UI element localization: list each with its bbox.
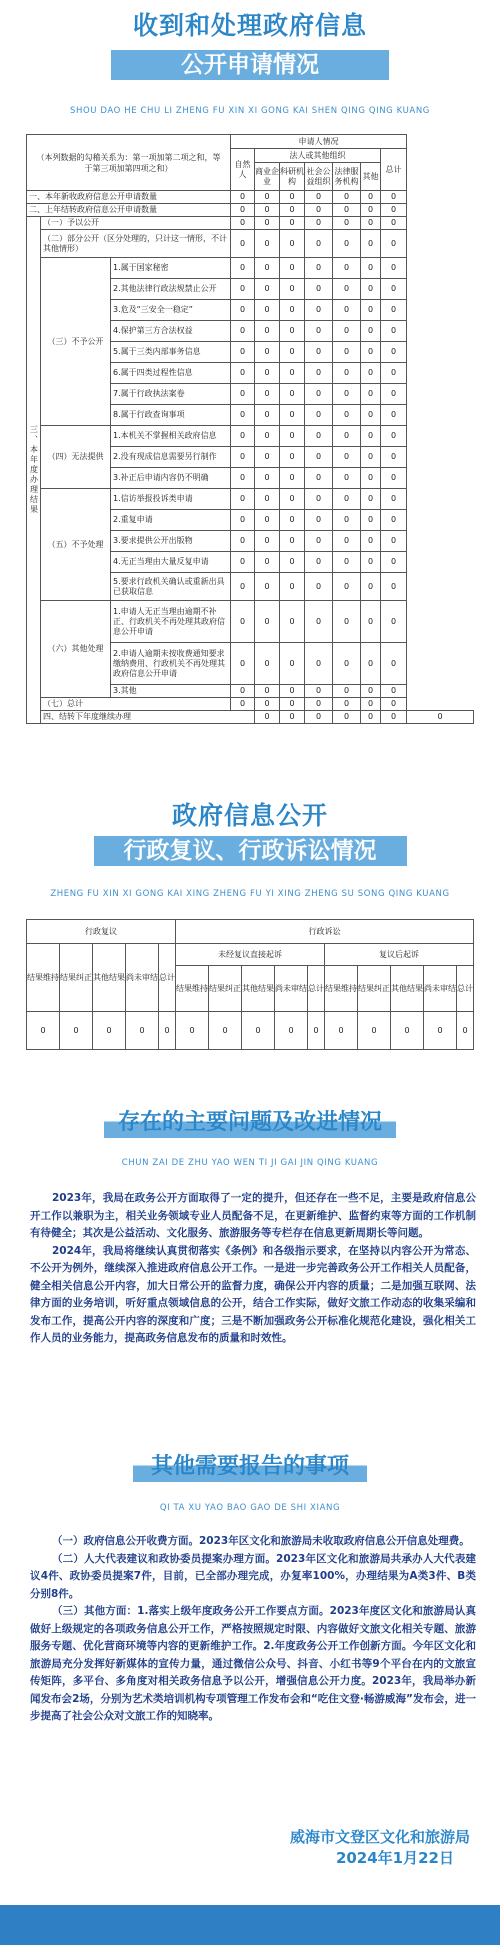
zero-cell: 0 (361, 342, 381, 363)
zero-cell: 0 (231, 204, 255, 217)
zero-cell: 0 (255, 573, 280, 601)
section1-pinyin: SHOU DAO HE CHU LI ZHENG FU XIN XI GONG KAI SHEN QING QING KUANG (70, 106, 430, 116)
table-row (27, 191, 474, 204)
zero-cell: 0 (305, 426, 333, 447)
head-not-reviewed: 未经复议直接起诉 (176, 944, 325, 966)
table-cell: 0 (93, 1012, 126, 1050)
table-row (27, 426, 474, 447)
table-cell: 0 (457, 1012, 474, 1050)
table-header-row (27, 944, 474, 966)
zero-cell: 0 (231, 531, 255, 552)
zero-cell: 0 (361, 601, 381, 643)
signature-date: 2024年1月22日 (335, 1849, 454, 1867)
zero-cell: 0 (231, 405, 255, 426)
zero-cell: 0 (255, 510, 280, 531)
zero-cell: 0 (361, 711, 381, 724)
zero-cell: 0 (361, 204, 381, 217)
table-cell: 2.没有现成信息需要另行制作 (111, 447, 231, 468)
table-row (27, 711, 474, 724)
table-cell: 其他结果 (93, 944, 126, 1012)
zero-cell: 0 (305, 204, 333, 217)
table-cell: 二、上年结转政府信息公开申请数量 (27, 204, 231, 217)
zero-cell: 0 (280, 279, 305, 300)
zero-cell: 0 (280, 300, 305, 321)
zero-cell: 0 (333, 204, 361, 217)
section4-paragraph-3: （三）其他方面：1.落实上级年度政务公开工作要点方面。2023年度区文化和旅游局认真做好上级规定的各项政务信息公开工作，严格按照规定时限、内容做好文旅文化相关专题、旅游服务专题、优化营商环境等内容的更新维护工作。2.年度政务公开工作创新方面。今年区文化和旅游局充分发挥好新媒体的宣传力量，通过微信公众号、抖音、小红书等9个平台在内的文旅宣传矩阵，多平台、多角度对相关政务信息予以公开，增强信息公开力度。2023年，我局举办新闻发布会2场，分别为艺术类培训机构专项管理工作发布会和“吃住文登·畅游威海”发布会，进一步提高了社会公众对文旅工作的知晓率。 (30, 1605, 476, 1722)
table-cell: 0 (275, 1012, 308, 1050)
zero-cell: 0 (381, 552, 407, 573)
zero-cell: 0 (361, 258, 381, 279)
zero-cell: 0 (305, 342, 333, 363)
section1-title-line2: 公开申请情况 (0, 50, 500, 80)
table-cell: 总计 (308, 966, 325, 1012)
zero-cell: 0 (231, 552, 255, 573)
zero-cell: 0 (381, 191, 407, 204)
zero-cell: 0 (231, 342, 255, 363)
zero-cell: 0 (381, 698, 407, 711)
zero-cell: 0 (381, 300, 407, 321)
zero-cell: 0 (333, 258, 361, 279)
table-cell: 1.申请人无正当理由逾期不补正、行政机关不再处理其政府信息公开申请 (111, 601, 231, 643)
zero-cell: 0 (361, 531, 381, 552)
zero-cell: 0 (280, 363, 305, 384)
zero-cell: 0 (280, 447, 305, 468)
zero-cell: 0 (280, 711, 305, 724)
zero-cell: 0 (381, 489, 407, 510)
zero-cell: 0 (255, 426, 280, 447)
zero-cell: 0 (305, 698, 333, 711)
zero-cell: 0 (231, 573, 255, 601)
zero-cell: 0 (305, 468, 333, 489)
table-row (27, 230, 474, 258)
zero-cell: 0 (361, 447, 381, 468)
section2-pinyin: ZHENG FU XIN XI GONG KAI XING ZHENG FU YI XING ZHENG SU SONG QING KUANG (50, 889, 450, 899)
group-d: （四）无法提供 (41, 426, 111, 489)
table-cell: 3.补正后申请内容仍不明确 (111, 468, 231, 489)
zero-cell: 0 (305, 447, 333, 468)
zero-cell: 0 (333, 300, 361, 321)
zero-cell: 0 (333, 230, 361, 258)
zero-cell: 0 (231, 384, 255, 405)
zero-cell: 0 (305, 191, 333, 204)
zero-cell: 0 (333, 447, 361, 468)
zero-cell: 0 (381, 342, 407, 363)
signature-org: 威海市文登区文化和旅游局 (289, 1828, 470, 1846)
zero-cell: 0 (361, 489, 381, 510)
zero-cell: 0 (255, 552, 280, 573)
table-header-row (27, 135, 474, 149)
zero-cell: 0 (361, 643, 381, 685)
zero-cell: 0 (381, 258, 407, 279)
zero-cell: 0 (231, 321, 255, 342)
zero-cell: 0 (361, 405, 381, 426)
zero-cell: 0 (333, 342, 361, 363)
zero-cell: 0 (280, 258, 305, 279)
zero-cell: 0 (280, 510, 305, 531)
table-row (27, 258, 474, 279)
zero-cell: 0 (305, 258, 333, 279)
zero-cell: 0 (305, 363, 333, 384)
zero-cell: 0 (255, 531, 280, 552)
head-legal: 法人或其他组织 (255, 149, 381, 163)
zero-cell: 0 (361, 321, 381, 342)
table-cell: 0 (126, 1012, 159, 1050)
head-applicant: 申请人情况 (231, 135, 407, 149)
zero-cell: 0 (280, 643, 305, 685)
table-cell: 1.本机关不掌握相关政府信息 (111, 426, 231, 447)
head-social: 社会公益组织 (305, 163, 333, 191)
table-row (27, 489, 474, 510)
head-review: 行政复议 (27, 920, 176, 944)
zero-cell: 0 (255, 204, 280, 217)
zero-cell: 0 (305, 217, 333, 230)
zero-cell: 0 (305, 573, 333, 601)
zero-cell: 0 (381, 573, 407, 601)
zero-cell: 0 (305, 531, 333, 552)
application-table (26, 134, 474, 724)
zero-cell: 0 (305, 685, 333, 698)
zero-cell: 0 (255, 300, 280, 321)
section3-body (30, 1190, 476, 1348)
zero-cell: 0 (361, 698, 381, 711)
table-cell: 其他结果 (242, 966, 275, 1012)
zero-cell: 0 (333, 321, 361, 342)
section4-paragraph-1: （一）政府信息公开收费方面。2023年区文化和旅游局未收取政府信息公开信息处理费。 (52, 1535, 470, 1547)
zero-cell: 0 (305, 321, 333, 342)
zero-cell: 0 (231, 489, 255, 510)
head-total: 总计 (381, 149, 407, 191)
table-cell: 结果纠正 (60, 944, 93, 1012)
zero-cell: 0 (231, 698, 255, 711)
table-cell: 0 (209, 1012, 242, 1050)
zero-cell: 0 (361, 468, 381, 489)
table-row (27, 698, 474, 711)
table-cell: 0 (325, 1012, 358, 1050)
table-cell: 0 (176, 1012, 209, 1050)
group-c: （三）不予公开 (41, 258, 111, 426)
zero-cell: 0 (305, 300, 333, 321)
head-other: 其他 (361, 163, 381, 191)
table-cell: 0 (424, 1012, 457, 1050)
zero-cell: 0 (305, 230, 333, 258)
table-header-row (27, 920, 474, 944)
table-cell: 4.无正当理由大量反复申请 (111, 552, 231, 573)
table-row (27, 204, 474, 217)
zero-cell: 0 (280, 217, 305, 230)
zero-cell: 0 (381, 405, 407, 426)
zero-cell: 0 (381, 447, 407, 468)
zero-cell: 0 (381, 384, 407, 405)
zero-cell: 0 (381, 685, 407, 698)
zero-cell: 0 (255, 342, 280, 363)
table-cell: 结果维持 (325, 966, 358, 1012)
table-cell: 8.属于行政查询事项 (111, 405, 231, 426)
zero-cell: 0 (333, 573, 361, 601)
zero-cell: 0 (231, 643, 255, 685)
zero-cell: 0 (231, 363, 255, 384)
zero-cell: 0 (381, 531, 407, 552)
zero-cell: 0 (255, 447, 280, 468)
table-cell: 0 (242, 1012, 275, 1050)
table-cell: 3.危及“三安全一稳定” (111, 300, 231, 321)
zero-cell: 0 (361, 217, 381, 230)
head-business: 商业企业 (255, 163, 280, 191)
zero-cell: 0 (333, 468, 361, 489)
zero-cell: 0 (361, 279, 381, 300)
head-after-review: 复议后起诉 (325, 944, 474, 966)
zero-cell: 0 (280, 230, 305, 258)
zero-cell: 0 (231, 230, 255, 258)
zero-cell: 0 (381, 279, 407, 300)
zero-cell: 0 (280, 191, 305, 204)
zero-cell: 0 (381, 204, 407, 217)
zero-cell: 0 (231, 426, 255, 447)
zero-cell: 0 (381, 426, 407, 447)
zero-cell: 0 (231, 685, 255, 698)
zero-cell: 0 (381, 601, 407, 643)
zero-cell: 0 (280, 573, 305, 601)
table-row (27, 217, 474, 230)
group-e: （五）不予处理 (41, 489, 111, 601)
table-cell: 1.属于国家秘密 (111, 258, 231, 279)
section4-body (30, 1533, 476, 1726)
table-cell: 3.要求提供公开出版物 (111, 531, 231, 552)
zero-cell: 0 (255, 230, 280, 258)
zero-cell: 0 (381, 321, 407, 342)
zero-cell: 0 (333, 363, 361, 384)
head-natural: 自然人 (231, 149, 255, 191)
table-cell: 尚未审结 (126, 944, 159, 1012)
zero-cell: 0 (305, 384, 333, 405)
table-cell: 5.要求行政机关确认或重新出具已获取信息 (111, 573, 231, 601)
zero-cell: 0 (255, 601, 280, 643)
zero-cell: 0 (361, 300, 381, 321)
zero-cell: 0 (333, 552, 361, 573)
table-cell: 尚未审结 (275, 966, 308, 1012)
bottom-bar (0, 1905, 500, 1945)
zero-cell: 0 (333, 217, 361, 230)
table-cell: 2.其他法律行政法规禁止公开 (111, 279, 231, 300)
table-cell: 2.重复申请 (111, 510, 231, 531)
table-cell: 5.属于三类内部事务信息 (111, 342, 231, 363)
table-cell: 0 (358, 1012, 391, 1050)
zero-cell: 0 (333, 510, 361, 531)
zero-cell: 0 (255, 321, 280, 342)
table-cell: （一）予以公开 (41, 217, 231, 230)
zero-cell: 0 (280, 552, 305, 573)
zero-cell: 0 (333, 384, 361, 405)
zero-cell: 0 (381, 363, 407, 384)
zero-cell: 0 (361, 685, 381, 698)
zero-cell: 0 (231, 510, 255, 531)
zero-cell: 0 (255, 384, 280, 405)
zero-cell: 0 (231, 601, 255, 643)
table-cell: 1.信访举报投诉类申请 (111, 489, 231, 510)
zero-cell: 0 (381, 711, 407, 724)
section3-title: 存在的主要问题及改进情况 (0, 1108, 500, 1138)
zero-cell: 0 (255, 698, 280, 711)
table-row (27, 601, 474, 643)
table-cell: 0 (27, 1012, 60, 1050)
table-cell: 0 (159, 1012, 176, 1050)
zero-cell: 0 (231, 447, 255, 468)
zero-cell: 0 (231, 468, 255, 489)
zero-cell: 0 (361, 426, 381, 447)
table-cell: （七）总计 (41, 698, 231, 711)
zero-cell: 0 (305, 405, 333, 426)
zero-cell: 0 (255, 258, 280, 279)
table-cell: 一、本年新收政府信息公开申请数量 (27, 191, 231, 204)
zero-cell: 0 (231, 300, 255, 321)
zero-cell: 0 (333, 191, 361, 204)
zero-cell: 0 (361, 230, 381, 258)
section1-title-line1: 收到和处理政府信息 (132, 11, 367, 40)
zero-cell: 0 (255, 468, 280, 489)
zero-cell: 0 (280, 204, 305, 217)
zero-cell: 0 (407, 711, 474, 724)
zero-cell: 0 (255, 191, 280, 204)
table-cell: 总计 (159, 944, 176, 1012)
zero-cell: 0 (361, 573, 381, 601)
zero-cell: 0 (255, 643, 280, 685)
table-cell: 6.属于四类过程性信息 (111, 363, 231, 384)
section4-title: 其他需要报告的事项 (0, 1452, 500, 1482)
zero-cell: 0 (255, 279, 280, 300)
section2-title-line1: 政府信息公开 (171, 801, 328, 830)
zero-cell: 0 (280, 405, 305, 426)
table-cell: 总计 (457, 966, 474, 1012)
section3-paragraph-2: 2024年，我局将继续认真贯彻落实《条例》和各级指示要求，在坚持以内容公开为常态、不公开为例外，继续深入推进政府信息公开工作。一是进一步完善政务公开工作相关人员配备，健全相关信息公开内容，加大日常公开的监督力度，确保公开内容的质量；二是加强互联网、法律方面的业务培训，听好重点领域信息的公开，结合工作实际，做好文旅工作动态的收集采编和发布工作，提高公开内容的深度和广度；三是不断加强政务公开标准化规范化建设，强化相关工作人员的业务能力，提高政务信息发布的质量和时效性。 (30, 1244, 476, 1344)
zero-cell: 0 (381, 217, 407, 230)
zero-cell: 0 (305, 279, 333, 300)
zero-cell: 0 (333, 601, 361, 643)
zero-cell: 0 (361, 363, 381, 384)
zero-cell: 0 (305, 489, 333, 510)
zero-cell: 0 (280, 601, 305, 643)
zero-cell: 0 (231, 258, 255, 279)
side-label: 三、本年度办理结果 (27, 217, 41, 724)
head-litigation: 行政诉讼 (176, 920, 474, 944)
table-row (27, 1012, 474, 1050)
zero-cell: 0 (333, 698, 361, 711)
zero-cell: 0 (255, 685, 280, 698)
table-cell: 0 (391, 1012, 424, 1050)
section3-paragraph-1: 2023年，我局在政务公开方面取得了一定的提升，但还存在一些不足，主要是政府信息公开工作以兼职为主，相关业务领域专业人员配备不足，在更新维护、监督约束等方面的工作机制有待健全；其次是公益活动、文化服务、旅游服务等专栏存在信息更新周期长等问题。 (30, 1192, 476, 1239)
review-litigation-table (26, 919, 474, 1050)
zero-cell: 0 (361, 510, 381, 531)
zero-cell: 0 (381, 643, 407, 685)
zero-cell: 0 (305, 601, 333, 643)
section4-pinyin: QI TA XU YAO BAO GAO DE SHI XIANG (159, 1503, 341, 1513)
zero-cell: 0 (280, 685, 305, 698)
zero-cell: 0 (231, 217, 255, 230)
zero-cell: 0 (333, 685, 361, 698)
zero-cell: 0 (333, 489, 361, 510)
table-cell: 0 (308, 1012, 325, 1050)
zero-cell: 0 (305, 510, 333, 531)
table-cell: 3.其他 (111, 685, 231, 698)
section4-paragraph-2: （二）人大代表建议和政协委员提案办理方面。2023年区文化和旅游局共承办人大代表建议4件、政协委员提案7件，目前，已全部办理完成，办复率100%，办理结果为A类3件、B类分别8件。 (30, 1552, 476, 1600)
zero-cell: 0 (280, 468, 305, 489)
zero-cell: 0 (255, 711, 280, 724)
zero-cell: 0 (280, 698, 305, 711)
table-cell: 结果纠正 (209, 966, 242, 1012)
zero-cell: 0 (231, 279, 255, 300)
table-cell: （二）部分公开（区分处理的，只计这一情形，不计其他情形） (41, 230, 231, 258)
table-cell: 结果纠正 (358, 966, 391, 1012)
head-research: 科研机构 (280, 163, 305, 191)
zero-cell: 0 (361, 552, 381, 573)
zero-cell: 0 (381, 510, 407, 531)
corner-note: （本列数据的勾稽关系为：第一项加第二项之和，等于第三项加第四项之和） (27, 135, 231, 191)
table-cell: 其他结果 (391, 966, 424, 1012)
zero-cell: 0 (305, 643, 333, 685)
zero-cell: 0 (361, 384, 381, 405)
table-cell: 尚未审结 (424, 966, 457, 1012)
zero-cell: 0 (280, 531, 305, 552)
zero-cell: 0 (255, 405, 280, 426)
table-cell: 0 (60, 1012, 93, 1050)
zero-cell: 0 (280, 384, 305, 405)
zero-cell: 0 (280, 426, 305, 447)
group-f: （六）其他处理 (41, 601, 111, 698)
zero-cell: 0 (333, 531, 361, 552)
zero-cell: 0 (381, 468, 407, 489)
zero-cell: 0 (333, 711, 361, 724)
section3-pinyin: CHUN ZAI DE ZHU YAO WEN TI JI GAI JIN QING KUANG (121, 1158, 379, 1168)
zero-cell: 0 (280, 489, 305, 510)
zero-cell: 0 (280, 321, 305, 342)
zero-cell: 0 (333, 426, 361, 447)
section2-title-line2: 行政复议、行政诉讼情况 (0, 836, 500, 866)
head-law: 法律服务机构 (333, 163, 361, 191)
zero-cell: 0 (255, 217, 280, 230)
table-cell: 4.保护第三方合法权益 (111, 321, 231, 342)
table-cell: 2.申请人逾期未按收费通知要求缴纳费用、行政机关不再处理其政府信息公开申请 (111, 643, 231, 685)
table-cell: 7.属于行政执法案卷 (111, 384, 231, 405)
zero-cell: 0 (333, 279, 361, 300)
zero-cell: 0 (255, 489, 280, 510)
table-cell: 四、结转下年度继续办理 (41, 711, 255, 724)
zero-cell: 0 (333, 643, 361, 685)
zero-cell: 0 (255, 363, 280, 384)
zero-cell: 0 (305, 552, 333, 573)
zero-cell: 0 (361, 191, 381, 204)
zero-cell: 0 (381, 230, 407, 258)
table-cell: 结果维持 (176, 966, 209, 1012)
table-cell: 结果维持 (27, 944, 60, 1012)
zero-cell: 0 (231, 191, 255, 204)
zero-cell: 0 (305, 711, 333, 724)
zero-cell: 0 (333, 405, 361, 426)
zero-cell: 0 (280, 342, 305, 363)
